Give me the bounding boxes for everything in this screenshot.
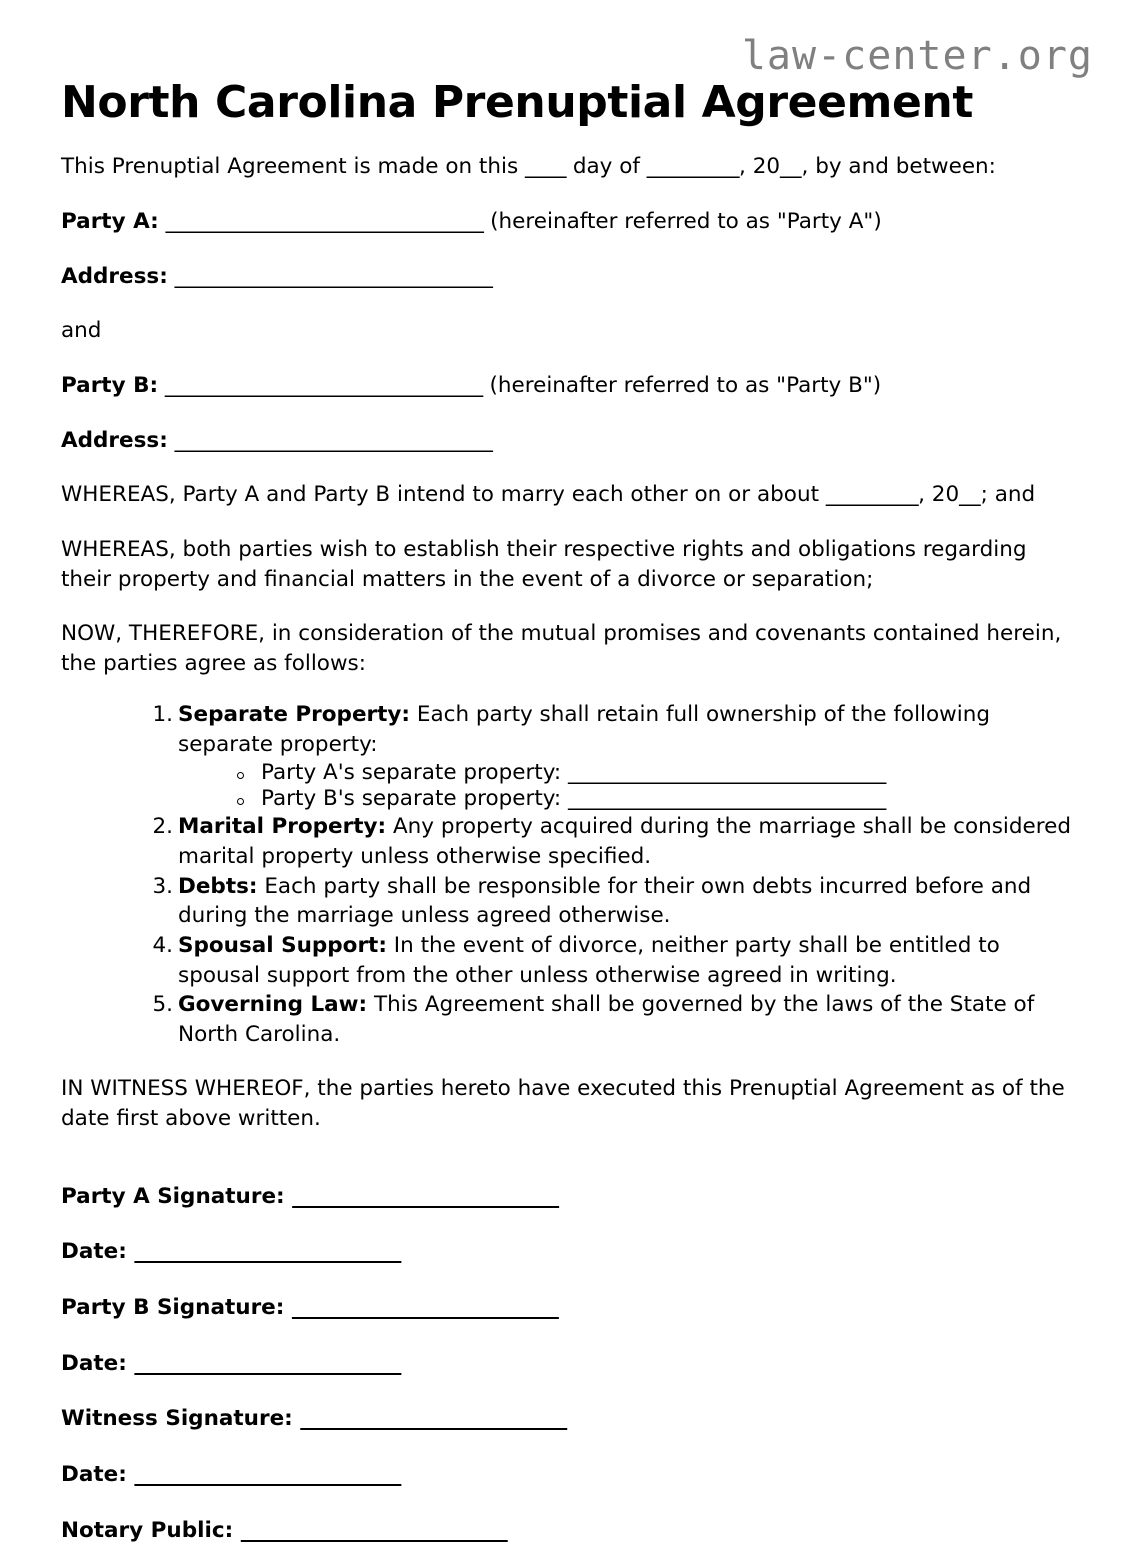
- whereas-1-text-1: WHEREAS, Party A and Party B intend to marry each other on or about: [61, 482, 826, 508]
- witness-date-label: Date:: [61, 1462, 135, 1488]
- party-a-date-blank: __________________________: [134, 1239, 401, 1265]
- party-b-separate-property-blank: _______________________________: [568, 786, 886, 812]
- clause-body: This Agreement shall be governed by the laws of the State of North Carolina.: [178, 992, 1035, 1047]
- in-witness-whereof-clause: IN WITNESS WHEREOF, the parties hereto have executed this Prenuptial Agreement as of the date first above written.: [61, 1076, 1065, 1132]
- page-title: North Carolina Prenuptial Agreement: [61, 77, 973, 128]
- witness-signature-label: Witness Signature:: [61, 1406, 301, 1432]
- sub-item-label: Party B's separate property:: [261, 786, 569, 812]
- party-a-address-label: Address:: [61, 263, 168, 289]
- party-a-address-blank: _______________________________: [174, 263, 493, 289]
- whereas-1-text-2: , 20__; and: [918, 482, 1036, 508]
- party-a-suffix: (hereinafter referred to as "Party A"): [483, 208, 882, 234]
- intro-month-blank: _________: [646, 154, 740, 180]
- list-item: [61, 812, 1072, 871]
- separate-property-sublist: [178, 760, 1072, 812]
- notary-public-blank: __________________________: [240, 1517, 508, 1543]
- witness-signature-line: [61, 1378, 1072, 1434]
- conjunction-line: and: [61, 318, 102, 344]
- party-a-signature-blank: __________________________: [292, 1183, 559, 1209]
- list-item: [61, 990, 1072, 1049]
- party-b-name-blank: _______________________________: [164, 372, 483, 398]
- party-a-date-label: Date:: [61, 1239, 135, 1265]
- whereas-1-date-blank: _________: [825, 482, 919, 508]
- signature-block: [61, 1134, 1072, 1545]
- party-b-address-blank: _______________________________: [174, 427, 493, 453]
- witness-date-blank: __________________________: [134, 1462, 401, 1488]
- list-item: [230, 786, 1072, 812]
- clause-body: Each party shall retain full ownership of the following separate property:: [178, 702, 990, 758]
- intro-text-3: , 20__, by and between:: [739, 154, 996, 180]
- party-a-line: [61, 182, 1072, 237]
- party-a-date-line: [61, 1211, 1072, 1267]
- party-b-suffix: (hereinafter referred to as "Party B"): [482, 372, 882, 398]
- party-b-address-label: Address:: [61, 427, 168, 453]
- party-a-address-line: [61, 237, 1072, 292]
- list-item: [61, 872, 1072, 931]
- list-item: [61, 931, 1072, 990]
- clause-heading: Marital Property:: [178, 814, 387, 840]
- party-b-date-line: [61, 1323, 1072, 1379]
- clause-heading: Debts:: [178, 873, 258, 899]
- party-a-label: Party A:: [61, 208, 159, 234]
- party-b-date-blank: __________________________: [134, 1350, 401, 1376]
- agreement-clause-list: [61, 678, 1072, 1049]
- party-b-signature-label: Party B Signature:: [61, 1295, 292, 1321]
- clause-heading: Spousal Support:: [178, 932, 387, 958]
- clause-body: Any property acquired during the marriage shall be considered marital property unless otherwise specified.: [178, 814, 1072, 869]
- party-a-separate-property-blank: _______________________________: [567, 759, 886, 785]
- party-a-signature-label: Party A Signature:: [61, 1183, 293, 1209]
- notary-public-line: [61, 1490, 1072, 1545]
- intro-day-blank: ____: [525, 154, 566, 180]
- sub-item-label: Party A's separate property:: [261, 759, 568, 785]
- party-b-signature-line: [61, 1267, 1072, 1323]
- witness-date-line: [61, 1434, 1072, 1490]
- witness-signature-blank: __________________________: [300, 1406, 567, 1432]
- whereas-clause-2: WHEREAS, both parties wish to establish their respective rights and obligations regarding their property and financial matters in the event of a divorce or separation;: [61, 536, 1027, 592]
- party-a-signature-line: [61, 1156, 1072, 1212]
- clause-body: Each party shall be responsible for their own debts incurred before and during the marriage unless agreed otherwise.: [178, 873, 1032, 929]
- now-therefore-clause: NOW, THEREFORE, in consideration of the mutual promises and covenants contained herein, the parties agree as follows:: [61, 621, 1062, 676]
- party-b-label: Party B:: [61, 372, 159, 398]
- party-b-address-line: [61, 401, 1072, 456]
- site-watermark: law-center.org: [741, 33, 1093, 79]
- notary-public-label: Notary Public:: [61, 1517, 241, 1543]
- clause-body: In the event of divorce, neither party shall be entitled to spousal support from the other unless otherwise agreed in writing.: [178, 932, 1000, 988]
- whereas-clause-1: [61, 455, 1072, 510]
- party-b-date-label: Date:: [61, 1350, 135, 1376]
- intro-text-2: day of: [566, 154, 647, 180]
- party-b-line: [61, 346, 1072, 401]
- clause-heading: Governing Law:: [178, 992, 368, 1018]
- party-b-signature-blank: __________________________: [291, 1295, 559, 1321]
- intro-text-1: This Prenuptial Agreement is made on this: [61, 154, 525, 180]
- party-a-name-blank: _______________________________: [165, 208, 484, 234]
- list-item: [230, 760, 1072, 786]
- clause-heading: Separate Property:: [178, 702, 411, 728]
- list-item: [61, 700, 1072, 812]
- intro-paragraph: [61, 127, 1072, 182]
